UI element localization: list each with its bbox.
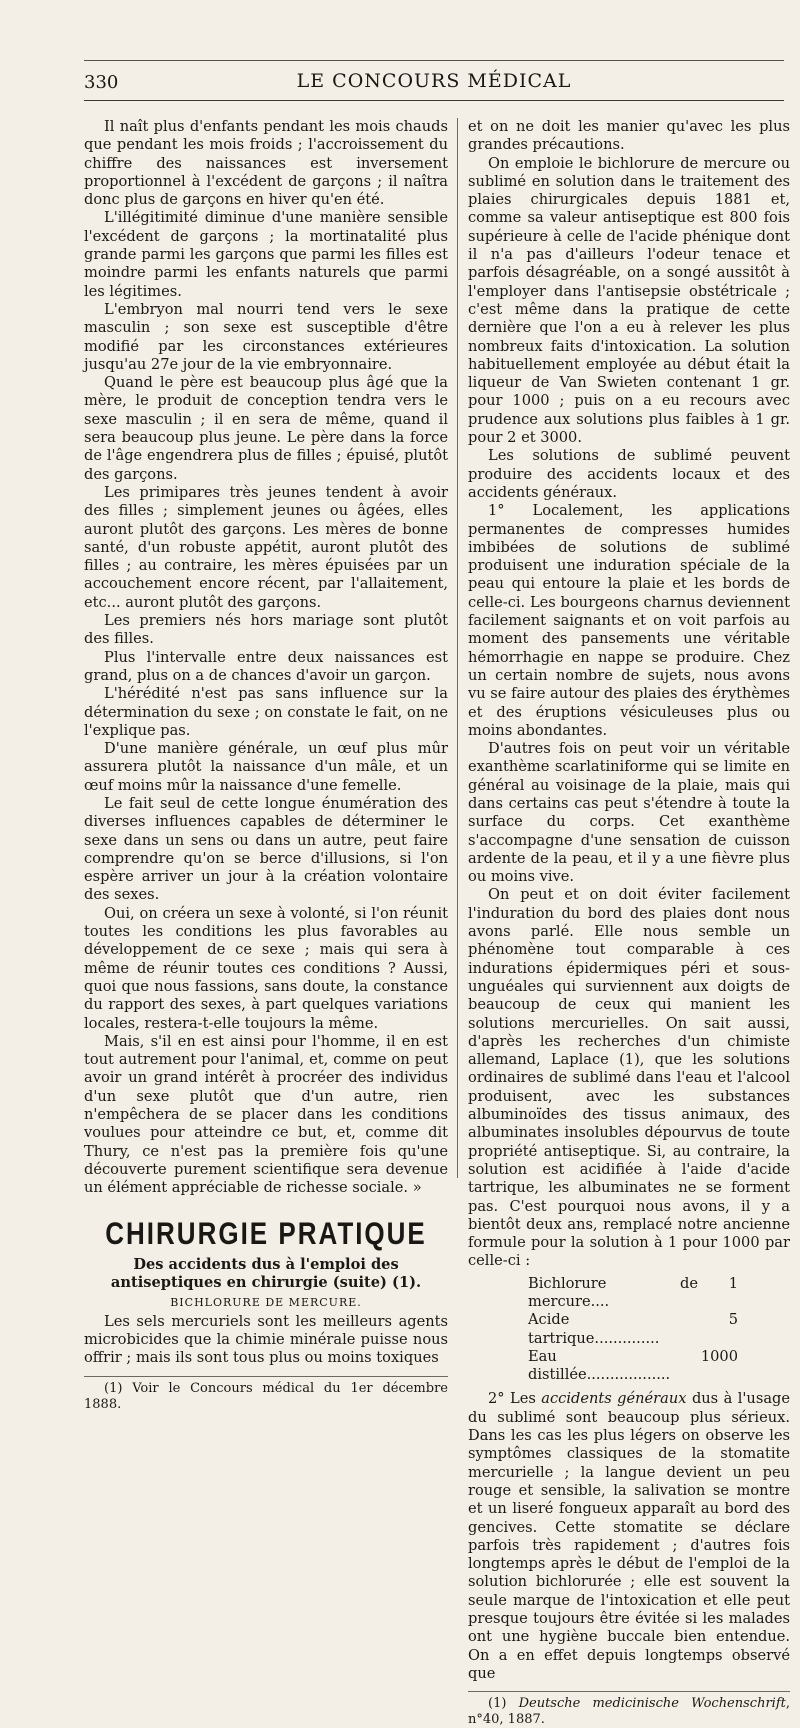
footnote-rule	[84, 1376, 448, 1377]
footnote-rule	[468, 1691, 790, 1692]
text-run: 2° Les	[488, 1390, 542, 1408]
paragraph: Les sels mercuriels sont les meilleurs agents microbicides que la chimie minérale puisse nous offrir ; mais ils sont tous plus ou moins toxiques	[84, 1312, 448, 1367]
paragraph: Les primipares très jeunes tendent à avoir des filles ; simplement jeunes ou âgées, elles auront plutôt des garçons. Les mères de bonne santé, d'un robuste appétit, auront plutôt des filles ; au contraire, les mères épuisées par un accouchement encore récent, par l'allaitement, etc... auront plutôt des garçons.	[84, 483, 448, 611]
paragraph: 1° Localement, les applications permanentes de compresses humides imbibées de solutions de sublimé produisent une induration spéciale de la peau qui entoure la plaie et les bords de celle-ci. Les bourgeons charnus deviennent facilement saignants et on voit parfois au moment des pansements une véritable hémorrhagie en nappe se produire. Chez un certain nombre de sujets, nous avons vu se faire autour des plaies des érythèmes et des éruptions vésiculeuses plus ou moins abondantes.	[468, 502, 790, 739]
column-divider	[457, 118, 458, 1178]
footnote-ref: , n°40, 1887.	[468, 1696, 790, 1728]
paragraph: Le fait seul de cette longue énumération des diverses influences capables de déterminer le sexe dans un sens ou dans un autre, peut faire comprendre qu'on se berce d'illusions, si l'on espère arriver un jour à la création volontaire des sexes.	[84, 794, 448, 904]
formula-row	[528, 1311, 738, 1348]
ingredient-name: Acide tartrique..............	[528, 1311, 660, 1347]
paragraph: Les premiers nés hors mariage sont plutôt des filles.	[84, 612, 448, 648]
formula-row	[528, 1348, 738, 1385]
paragraph: L'illégitimité diminue d'une manière sensible l'excédent de garçons ; la mortinatalité plus grande parmi les garçons que parmi les filles est moindre parmi les enfants naturels que parmi les légitimes.	[84, 209, 448, 300]
footnote: (1) Voir le Concours médical du 1er décembre 1888.	[84, 1380, 448, 1412]
left-column	[84, 118, 448, 1413]
paragraph: L'hérédité n'est pas sans influence sur la détermination du sexe ; on constate le fait, on ne l'explique pas.	[84, 685, 448, 739]
ingredient-name: Bichlorure de mercure....	[528, 1274, 698, 1310]
right-column	[468, 118, 790, 1728]
paragraph: Il naît plus d'enfants pendant les mois chauds que pendant les mois froids ; l'accroissement du chiffre des naissances est inversement proportionnel à l'excédent de garçons ; il naîtra donc plus de garçons en hiver qu'en été.	[84, 118, 448, 209]
paragraph: Oui, on créera un sexe à volonté, si l'on réunit toutes les conditions les plus favorables au développement de ce sexe ; mais qui sera à même de réunir toutes ces conditions ? Aussi, quoi que nous fassions, sans doute, la constance du rapport des sexes, à part quelques variations locales, restera-t-elle toujours la même.	[84, 904, 448, 1032]
paragraph: D'une manière générale, un œuf plus mûr assurera plutôt la naissance d'un mâle, et un œuf moins mûr la naissance d'une femelle.	[84, 740, 448, 794]
ingredient-name: Eau distillée..................	[528, 1347, 671, 1384]
paragraph: D'autres fois on peut voir un véritable exanthème scarlatiniforme qui se limite en général au voisinage de la plaie, mais qui dans certains cas peut s'étendre à toute la surface du corps. Cet exanthème s'accompagne d'une sensation de cuisson ardente de la peau, et il y a une fièvre plus ou moins vive.	[468, 740, 790, 886]
paragraph: Quand le père est beaucoup plus âgé que la mère, le produit de conception tendra vers le sexe masculin ; il en sera de même, quand il sera beaucoup plus jeune. Le père dans la force de l'âge engendrera plus de filles ; épuisé, plutôt des garçons.	[84, 374, 448, 483]
paragraph: On peut et on doit éviter facilement l'induration du bord des plaies dont nous avons parlé. Elle nous semble un phénomène tout comparable à ces indurations épidermiques péri et sous-unguéales qui surviennent aux doigts de beaucoup de ceux qui manient les solutions mercurielles. On sait aussi, d'après les recherches d'un chimiste allemand, Laplace (1), que les solutions ordinaires de sublimé dans l'eau et l'alcool produisent, avec les substances albuminoïdes des tissus animaux, des albuminates insolubles dépourvus de toute propriété antiseptique. Si, au contraire, la solution est acidifiée à l'aide d'acide tartrique, les albuminates ne se forment pas. C'est pourquoi nous avons, il y a bientôt deux ans, remplacé notre ancienne formule pour la solution à 1 pour 1000 par celle-ci :	[468, 886, 790, 1270]
page-number: 330	[84, 72, 119, 93]
article-title: Des accidents dus à l'emploi des antiseptiques en chirurgie (suite) (1).	[110, 1255, 422, 1292]
emphasis: accidents généraux	[541, 1390, 687, 1408]
running-title: LE CONCOURS MÉDICAL	[296, 70, 572, 92]
paragraph: Plus l'intervalle entre deux naissances est grand, plus on a de chances d'avoir un garçon.	[84, 648, 448, 684]
footnote-journal: Deutsche medicinische Wochenschrift	[518, 1696, 786, 1712]
footnote-number: (1)	[488, 1696, 519, 1712]
section-title: CHIRURGIE PRATIQUE	[105, 1214, 427, 1251]
article-subhead: BICHLORURE DE MERCURE.	[170, 1296, 362, 1310]
header-rule	[84, 100, 784, 101]
ingredient-qty: 1000	[700, 1347, 738, 1365]
paragraph: Les solutions de sublimé peuvent produire des accidents locaux et des accidents généraux.	[468, 447, 790, 501]
ingredient-qty: 1	[728, 1274, 738, 1292]
paragraph: et on ne doit les manier qu'avec les plus grandes précautions.	[468, 118, 790, 154]
page-header	[84, 70, 784, 98]
footnote	[468, 1696, 790, 1728]
formula-table	[528, 1275, 738, 1385]
paragraph: Mais, s'il en est ainsi pour l'homme, il en est tout autrement pour l'animal, et, comme on peut avoir un grand intérêt à procréer des individus d'un sexe plutôt que d'un autre, rien n'empêchera de se placer dans les conditions voulues pour atteindre ce but, et, comme dit Thury, ce n'est pas la première fois qu'une découverte purement scientifique sera devenue un élément appréciable de richesse sociale. »	[84, 1032, 448, 1197]
formula-row	[528, 1275, 738, 1312]
text-run: dus à l'usage du sublimé sont beaucoup plus sérieux. Dans les cas les plus légers on observe les symptômes classiques de la stomatite mercurielle ; la langue devient un peu rouge et sensible, la salivation se montre et un liseré fongueux apparaît au bord des gencives. Cette stomatite se déclare parfois très rapidement ; d'autres fois longtemps après le début de l'emploi de la solution bichlorurée ; elle est souvent la seule marque de l'intoxication et elle peut presque toujours être évitée si les malades ont une hygiène buccale bien entendue. On a en effet depuis longtemps observé que	[468, 1390, 790, 1682]
paragraph: L'embryon mal nourri tend vers le sexe masculin ; son sexe est susceptible d'être modifié par les circonstances extérieures jusqu'au 27e jour de la vie embryonnaire.	[84, 300, 448, 373]
paragraph: On emploie le bichlorure de mercure ou sublimé en solution dans le traitement des plaies chirurgicales depuis 1881 et, comme sa valeur antiseptique est 800 fois supérieure à celle de l'acide phénique dont il n'a pas d'ailleurs l'odeur tenace et parfois désagréable, on a songé aussitôt à l'employer dans l'antisepsie obstétricale ; c'est même dans la pratique de cette dernière que l'on a eu à relever les plus nombreux faits d'intoxication. La solution habituellement employée au début était la liqueur de Van Swieten contenant 1 gr. pour 1000 ; puis on a eu recours avec prudence aux solutions plus faibles à 1 gr. pour 2 et 3000.	[468, 154, 790, 447]
ingredient-qty: 5	[728, 1311, 738, 1329]
paragraph	[468, 1390, 790, 1683]
top-rule	[84, 60, 784, 61]
